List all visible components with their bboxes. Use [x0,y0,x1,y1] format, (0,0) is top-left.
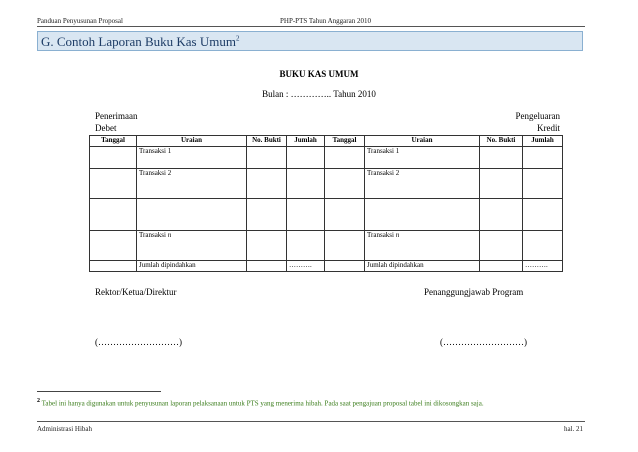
debit-description: Transaksi 1 [137,147,247,169]
page-number: hal. 21 [563,425,583,433]
col-header-amount-credit: Jumlah [523,136,563,147]
signature-left-title: Rektor/Ketua/Direktur [95,287,177,297]
col-header-date-debit: Tanggal [90,136,137,147]
col-header-receipt-credit: No. Bukti [480,136,523,147]
debit-total-value: ………. [287,261,325,272]
header-rule [37,26,585,27]
debit-total-label: Jumlah dipindahkan [137,261,247,272]
signature-right-blank: (………………………) [440,337,527,347]
signature-right-title: Penanggungjawab Program [424,287,524,297]
debit-description: Transaksi n [137,231,247,261]
table-total-row [90,261,563,272]
credit-description: Transaksi n [365,231,480,261]
signature-left-blank: (………………………) [95,337,182,347]
footer-rule [37,421,585,422]
table-row [90,169,563,199]
footer-left: Administrasi Hibah [37,425,93,433]
debit-description [137,199,247,231]
section-title-wrap [41,34,239,50]
report-title: BUKU KAS UMUM [279,69,359,79]
debit-heading-1: Penerimaan [95,111,138,121]
footnote-number: 2 [37,398,40,404]
section-title: G. Contoh Laporan Buku Kas Umum [41,34,236,49]
credit-description: Transaksi 2 [365,169,480,199]
credit-heading-1: Pengeluaran [515,111,560,121]
footnote-rule [37,391,161,392]
credit-total-label: Jumlah dipindahkan [365,261,480,272]
table-row [90,147,563,169]
section-footnote-ref: 2 [235,34,240,43]
credit-description: Transaksi 1 [365,147,480,169]
footnote [37,396,585,408]
cash-book-table [89,135,563,272]
debit-heading-2: Debet [95,123,117,133]
col-header-description-debit: Uraian [137,136,247,147]
footnote-text: Tabel ini hanya digunakan untuk penyusunan laporan pelaksanaan untuk PTS yang menerima hibah. Pada saat pengajuan proposal tabel ini dikosongkan saja. [41,399,484,408]
report-period: Bulan : ………….. Tahun 2010 [262,89,376,99]
header-program-title: PHP-PTS Tahun Anggaran 2010 [280,17,371,25]
header-document-title: Panduan Penyusunan Proposal [37,17,123,25]
col-header-date-credit: Tanggal [325,136,365,147]
credit-heading-2: Kredit [537,123,560,133]
section-heading [37,31,583,51]
table-row [90,199,563,231]
table-header-row [90,136,563,147]
debit-description: Transaksi 2 [137,169,247,199]
col-header-description-credit: Uraian [365,136,480,147]
col-header-receipt-debit: No. Bukti [247,136,287,147]
table-row [90,231,563,261]
credit-total-value: ………. [523,261,563,272]
col-header-amount-debit: Jumlah [287,136,325,147]
credit-description [365,199,480,231]
